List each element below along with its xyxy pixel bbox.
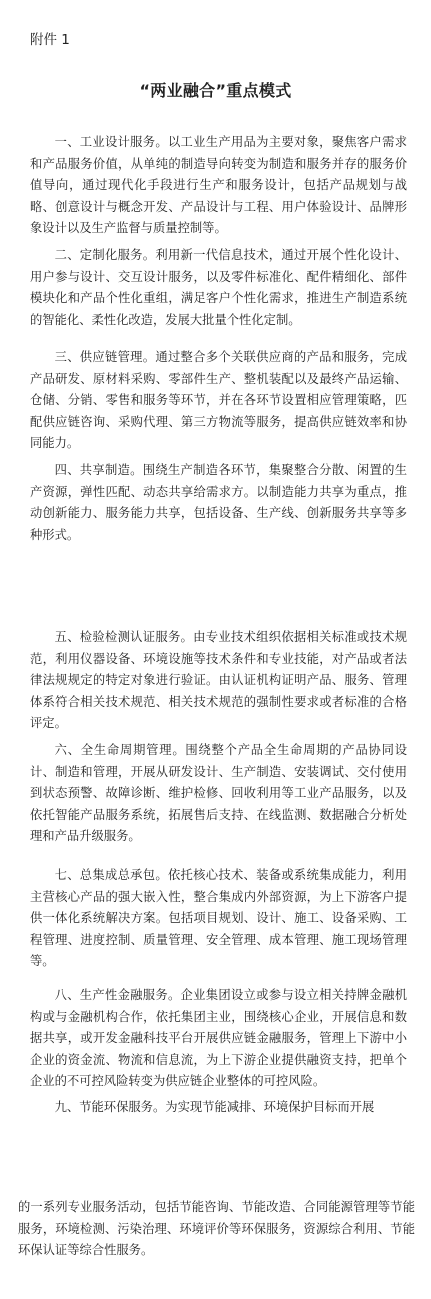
section-paragraph-4: 四、共享制造。围绕生产制造各环节，集聚整合分散、闲置的生产资源，弹性匹配、动态共享给需求方。以制造能力共享为重点，推动创新能力、服务能力共享，包括设备、生产线、创新服务共享等多种形式。 <box>30 463 407 542</box>
section-paragraph-9: 九、节能环保服务。为实现节能减排、环境保护目标而开展 <box>54 1100 375 1114</box>
section-paragraph-9-continued: 的一系列专业服务活动，包括节能咨询、节能改造、合同能源管理等节能服务，环境检测、污染治理、环境评价等环保服务，资源综合利用、节能环保认证等综合性服务。 <box>18 1200 415 1258</box>
section-paragraph-1: 一、工业设计服务。以工业生产用品为主要对象，聚焦客户需求和产品服务价值，从单纯的制造导向转变为制造和服务并存的服务价值导向，通过现代化手段进行生产和服务设计，包括产品规划与战略、创意设计与概念开发、产品设计与工程、用户体验设计、品牌形象设计以及生产监督与质量控制等。 <box>30 135 407 236</box>
section-paragraph-2: 二、定制化服务。利用新一代信息技术，通过开展个性化设计、用户参与设计、交互设计服务，以及零件标准化、配件精细化、部件模块化和产品个性化重组，满足客户个性化需求，推进生产制造系统的智能化、柔性化改造，发展大批量个性化定制。 <box>30 248 407 327</box>
section-paragraph-7: 七、总集成总承包。依托核心技术、装备或系统集成能力，利用主营核心产品的强大嵌入性，整合集成内外部资源，为上下游客户提供一体化系统解决方案。包括项目规划、设计、施工、设备采购、工程管理、进度控制、质量管理、安全管理、成本管理、施工现场管理等。 <box>30 868 407 969</box>
section-paragraph-6: 六、全生命周期管理。围绕整个产品全生命周期的产品协同设计、制造和管理，开展从研发设计、生产制造、安装调试、交付使用到状态预警、故障诊断、维护检修、回收利用等工业产品服务，以及依托智能产品服务系统，拓展售后支持、在线监测、数据融合分析处理和产品升级服务。 <box>30 743 407 844</box>
section-paragraph-5: 五、检验检测认证服务。由专业技术组织依据相关标准或技术规范，利用仪器设备、环境设施等技术条件和专业技能，对产品或者法律法规规定的特定对象进行验证。由认证机构证明产品、服务、管理体系符合相关技术规范、相关技术规范的强制性要求或者标准的合格评定。 <box>30 630 407 731</box>
section-paragraph-8: 八、生产性金融服务。企业集团设立或参与设立相关持牌金融机构或与金融机构合作，依托集团主业，围绕核心企业，开展信息和数据共享，或开发金融科技平台开展供应链金融服务，管理上下游中小企业的资金流、物流和信息流，为上下游企业提供融资支持，把单个企业的不可控风险转变为供应链企业整体的可控风险。 <box>30 988 407 1089</box>
document-title: “两业融合”重点模式 <box>139 81 292 100</box>
attachment-label: 附件 1 <box>30 32 70 48</box>
section-paragraph-3: 三、供应链管理。通过整合多个关联供应商的产品和服务，完成产品研发、原材料采购、零部件生产、整机装配以及最终产品运输、仓储、分销、零售和服务等环节，并在各环节设置相应管理策略，匹配供应链咨询、采购代理、第三方物流等服务，提高供应链效率和协同能力。 <box>30 350 407 451</box>
